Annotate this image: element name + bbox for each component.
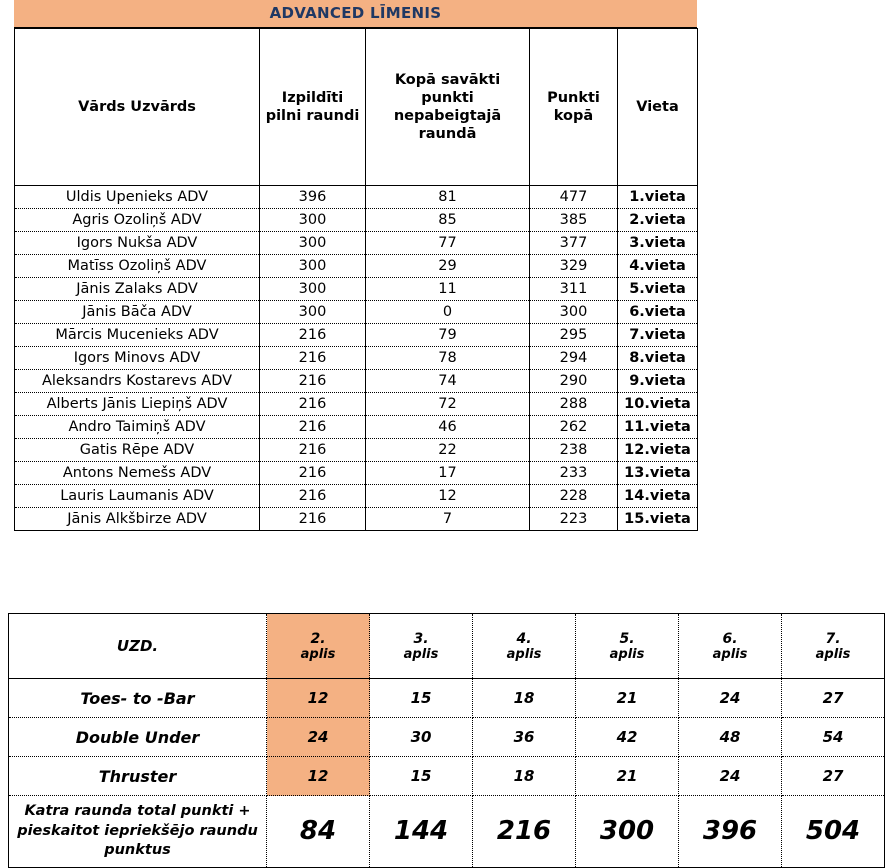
table-row [15, 393, 698, 416]
workout-table-container [8, 613, 884, 868]
partial-round-points: 78 [366, 347, 530, 370]
full-rounds-points: 216 [260, 347, 366, 370]
exercise-reps: 12 [267, 757, 370, 796]
full-rounds-points: 300 [260, 255, 366, 278]
total-points: 329 [530, 255, 618, 278]
athlete-name: Agris Ozoliņš ADV [15, 209, 260, 232]
exercise-row [9, 718, 885, 757]
cumulative-points-value: 396 [679, 796, 782, 868]
partial-round-points: 72 [366, 393, 530, 416]
place-value: 10.vieta [618, 393, 698, 416]
exercise-reps: 15 [370, 679, 473, 718]
cumulative-points-value: 300 [576, 796, 679, 868]
round-unit-label: aplis [815, 646, 851, 662]
exercise-reps: 27 [782, 757, 885, 796]
place-value: 9.vieta [618, 370, 698, 393]
table-row [15, 439, 698, 462]
workout-table-header [9, 614, 885, 679]
round-unit-label: aplis [712, 646, 748, 662]
table-header-row [15, 29, 698, 186]
exercise-reps: 24 [267, 718, 370, 757]
workout-table-body [9, 679, 885, 868]
place-value: 13.vieta [618, 462, 698, 485]
athlete-name: Alberts Jānis Liepiņš ADV [15, 393, 260, 416]
exercise-reps: 30 [370, 718, 473, 757]
total-points: 311 [530, 278, 618, 301]
exercise-row [9, 757, 885, 796]
total-points: 377 [530, 232, 618, 255]
full-rounds-points: 216 [260, 324, 366, 347]
partial-round-points: 12 [366, 485, 530, 508]
partial-round-points: 81 [366, 186, 530, 209]
partial-round-points: 79 [366, 324, 530, 347]
exercise-reps: 42 [576, 718, 679, 757]
round-header-7 [782, 614, 885, 679]
exercise-reps: 24 [679, 679, 782, 718]
round-header-2 [267, 614, 370, 679]
column-header-place: Vieta [618, 29, 698, 186]
exercise-reps: 21 [576, 679, 679, 718]
total-points: 477 [530, 186, 618, 209]
round-header-6 [679, 614, 782, 679]
cumulative-points-value: 144 [370, 796, 473, 868]
round-number: 7. [825, 630, 841, 647]
place-value: 2.vieta [618, 209, 698, 232]
full-rounds-points: 216 [260, 485, 366, 508]
workout-table [8, 613, 885, 868]
athlete-name: Antons Nemešs ADV [15, 462, 260, 485]
partial-round-points: 11 [366, 278, 530, 301]
athlete-name: Lauris Laumanis ADV [15, 485, 260, 508]
full-rounds-points: 216 [260, 462, 366, 485]
partial-round-points: 29 [366, 255, 530, 278]
total-points: 288 [530, 393, 618, 416]
place-value: 6.vieta [618, 301, 698, 324]
cumulative-points-row [9, 796, 885, 868]
partial-round-points: 77 [366, 232, 530, 255]
ranking-table-header [15, 29, 698, 186]
full-rounds-points: 216 [260, 393, 366, 416]
full-rounds-points: 216 [260, 439, 366, 462]
athlete-name: Mārcis Mucenieks ADV [15, 324, 260, 347]
total-points: 262 [530, 416, 618, 439]
total-points: 385 [530, 209, 618, 232]
exercise-reps: 18 [473, 679, 576, 718]
partial-round-points: 0 [366, 301, 530, 324]
partial-round-points: 74 [366, 370, 530, 393]
cumulative-points-label: Katra raunda total punkti + pieskaitot iepriekšējo raundu punktus [9, 796, 267, 868]
athlete-name: Jānis Bāča ADV [15, 301, 260, 324]
full-rounds-points: 300 [260, 209, 366, 232]
ranking-table [14, 28, 698, 531]
table-row [15, 255, 698, 278]
place-value: 15.vieta [618, 508, 698, 531]
workout-header-row [9, 614, 885, 679]
total-points: 300 [530, 301, 618, 324]
place-value: 14.vieta [618, 485, 698, 508]
exercise-reps: 27 [782, 679, 885, 718]
ranking-table-body [15, 186, 698, 531]
athlete-name: Igors Nukša ADV [15, 232, 260, 255]
round-unit-label: aplis [609, 646, 645, 662]
table-row [15, 209, 698, 232]
page-title-banner: ADVANCED LĪMENIS [14, 0, 697, 28]
cumulative-points-value: 84 [267, 796, 370, 868]
table-row [15, 324, 698, 347]
exercise-name: Toes- to -Bar [9, 679, 267, 718]
total-points: 228 [530, 485, 618, 508]
full-rounds-points: 216 [260, 416, 366, 439]
partial-round-points: 85 [366, 209, 530, 232]
place-value: 1.vieta [618, 186, 698, 209]
place-value: 12.vieta [618, 439, 698, 462]
athlete-name: Igors Minovs ADV [15, 347, 260, 370]
exercise-reps: 24 [679, 757, 782, 796]
table-row [15, 370, 698, 393]
exercise-reps: 12 [267, 679, 370, 718]
athlete-name: Aleksandrs Kostarevs ADV [15, 370, 260, 393]
exercise-reps: 15 [370, 757, 473, 796]
column-header-rounds: Izpildīti pilni raundi [260, 29, 366, 186]
total-points: 238 [530, 439, 618, 462]
full-rounds-points: 216 [260, 370, 366, 393]
athlete-name: Gatis Rēpe ADV [15, 439, 260, 462]
full-rounds-points: 300 [260, 278, 366, 301]
exercise-reps: 21 [576, 757, 679, 796]
table-row [15, 462, 698, 485]
table-row [15, 347, 698, 370]
table-row [15, 278, 698, 301]
round-number: 5. [619, 630, 635, 647]
full-rounds-points: 300 [260, 232, 366, 255]
exercise-reps: 18 [473, 757, 576, 796]
column-header-partial-points: Kopā savākti punkti nepabeigtajā raundā [366, 29, 530, 186]
cumulative-points-value: 504 [782, 796, 885, 868]
table-row [15, 416, 698, 439]
place-value: 11.vieta [618, 416, 698, 439]
round-header-3 [370, 614, 473, 679]
round-number: 6. [722, 630, 738, 647]
ranking-table-container [14, 28, 697, 531]
exercise-reps: 48 [679, 718, 782, 757]
full-rounds-points: 300 [260, 301, 366, 324]
athlete-name: Uldis Upenieks ADV [15, 186, 260, 209]
table-row [15, 508, 698, 531]
round-number: 3. [413, 630, 429, 647]
partial-round-points: 17 [366, 462, 530, 485]
cumulative-points-value: 216 [473, 796, 576, 868]
place-value: 5.vieta [618, 278, 698, 301]
exercise-row [9, 679, 885, 718]
workout-label-header: UZD. [9, 614, 267, 679]
round-unit-label: aplis [506, 646, 542, 662]
place-value: 7.vieta [618, 324, 698, 347]
partial-round-points: 7 [366, 508, 530, 531]
round-unit-label: aplis [403, 646, 439, 662]
exercise-name: Thruster [9, 757, 267, 796]
athlete-name: Matīss Ozoliņš ADV [15, 255, 260, 278]
table-row [15, 301, 698, 324]
place-value: 8.vieta [618, 347, 698, 370]
round-number: 4. [516, 630, 532, 647]
total-points: 233 [530, 462, 618, 485]
round-header-4 [473, 614, 576, 679]
round-unit-label: aplis [300, 646, 336, 662]
total-points: 290 [530, 370, 618, 393]
exercise-name: Double Under [9, 718, 267, 757]
table-row [15, 186, 698, 209]
partial-round-points: 22 [366, 439, 530, 462]
column-header-total-points: Punkti kopā [530, 29, 618, 186]
table-row [15, 485, 698, 508]
full-rounds-points: 216 [260, 508, 366, 531]
place-value: 3.vieta [618, 232, 698, 255]
total-points: 294 [530, 347, 618, 370]
total-points: 295 [530, 324, 618, 347]
place-value: 4.vieta [618, 255, 698, 278]
round-number: 2. [310, 630, 326, 647]
partial-round-points: 46 [366, 416, 530, 439]
total-points: 223 [530, 508, 618, 531]
exercise-reps: 36 [473, 718, 576, 757]
table-row [15, 232, 698, 255]
athlete-name: Andro Taimiņš ADV [15, 416, 260, 439]
athlete-name: Jānis Alkšbirze ADV [15, 508, 260, 531]
round-header-5 [576, 614, 679, 679]
exercise-reps: 54 [782, 718, 885, 757]
column-header-name: Vārds Uzvārds [15, 29, 260, 186]
full-rounds-points: 396 [260, 186, 366, 209]
athlete-name: Jānis Zalaks ADV [15, 278, 260, 301]
